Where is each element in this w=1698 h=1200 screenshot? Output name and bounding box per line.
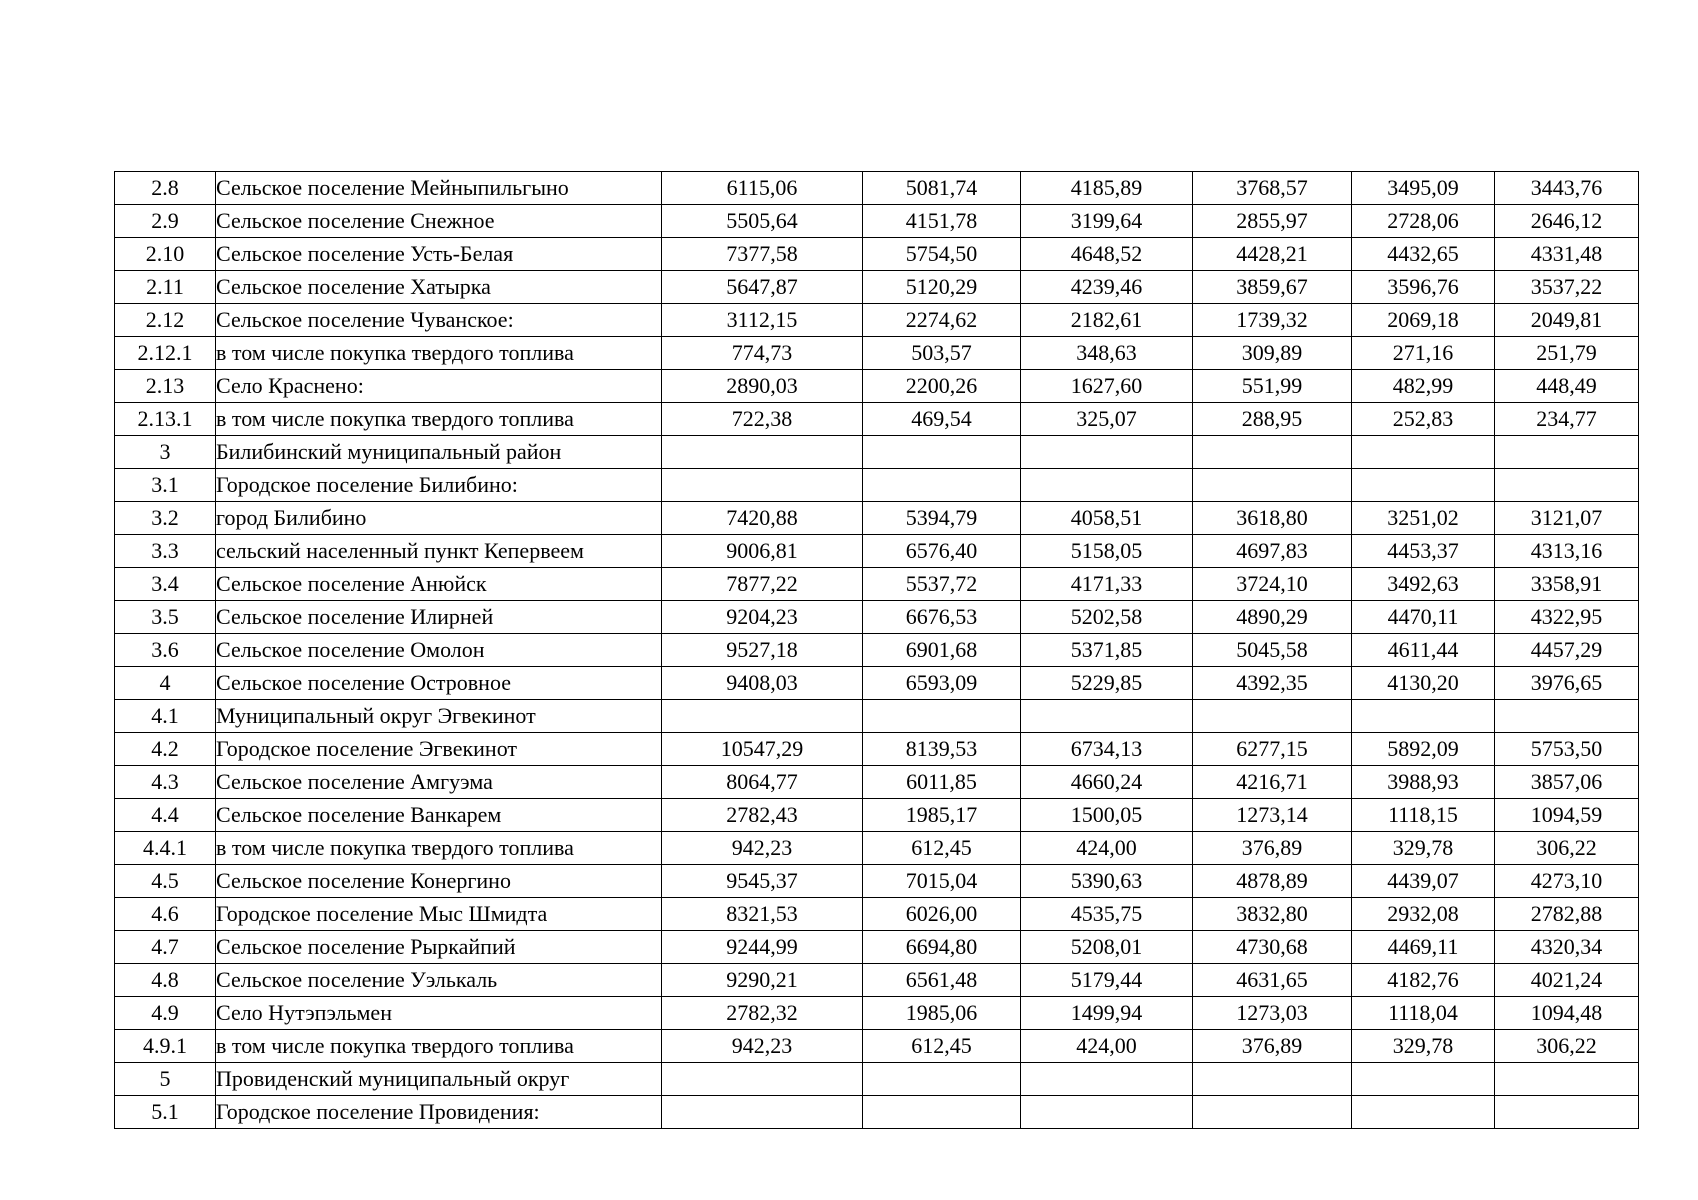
- row-number-cell: 5: [115, 1063, 216, 1096]
- value-cell-6: 306,22: [1495, 1030, 1639, 1063]
- value-cell-5: 4130,20: [1352, 667, 1495, 700]
- settlement-name-cell: Сельское поселение Конергино: [216, 865, 662, 898]
- row-number-cell: 2.12: [115, 304, 216, 337]
- value-cell-4: 4730,68: [1193, 931, 1352, 964]
- value-cell-6: 4021,24: [1495, 964, 1639, 997]
- value-cell-2: [863, 436, 1021, 469]
- value-cell-3: 3199,64: [1021, 205, 1193, 238]
- settlement-name-cell: Сельское поселение Рыркайпий: [216, 931, 662, 964]
- value-cell-2: 8139,53: [863, 733, 1021, 766]
- row-number-cell: 3.2: [115, 502, 216, 535]
- value-cell-3: 4535,75: [1021, 898, 1193, 931]
- row-number-cell: 2.13.1: [115, 403, 216, 436]
- settlement-name-cell: Сельское поселение Чуванское:: [216, 304, 662, 337]
- table-row: [115, 700, 1639, 733]
- table-row: [115, 634, 1639, 667]
- table-row: [115, 964, 1639, 997]
- row-number-cell: 2.13: [115, 370, 216, 403]
- settlement-name-cell: Провиденский муниципальный округ: [216, 1063, 662, 1096]
- row-number-cell: 3: [115, 436, 216, 469]
- value-cell-2: 612,45: [863, 832, 1021, 865]
- value-cell-3: 4185,89: [1021, 172, 1193, 205]
- settlement-name-cell: Городское поселение Провидения:: [216, 1096, 662, 1129]
- value-cell-2: 5120,29: [863, 271, 1021, 304]
- value-cell-3: 5158,05: [1021, 535, 1193, 568]
- value-cell-3: 325,07: [1021, 403, 1193, 436]
- value-cell-2: [863, 1096, 1021, 1129]
- value-cell-4: 376,89: [1193, 832, 1352, 865]
- settlement-name-cell: Сельское поселение Илирней: [216, 601, 662, 634]
- value-cell-5: 4182,76: [1352, 964, 1495, 997]
- value-cell-2: [863, 469, 1021, 502]
- row-number-cell: 2.8: [115, 172, 216, 205]
- value-cell-5: [1352, 1063, 1495, 1096]
- value-cell-2: 6694,80: [863, 931, 1021, 964]
- value-cell-5: 3492,63: [1352, 568, 1495, 601]
- value-cell-5: 329,78: [1352, 832, 1495, 865]
- table-row: [115, 271, 1639, 304]
- value-cell-1: 6115,06: [662, 172, 863, 205]
- value-cell-5: 4453,37: [1352, 535, 1495, 568]
- value-cell-6: 2782,88: [1495, 898, 1639, 931]
- table-row: [115, 238, 1639, 271]
- value-cell-5: 2932,08: [1352, 898, 1495, 931]
- value-cell-4: [1193, 469, 1352, 502]
- row-number-cell: 4: [115, 667, 216, 700]
- value-cell-1: 5505,64: [662, 205, 863, 238]
- value-cell-4: 1273,03: [1193, 997, 1352, 1030]
- row-number-cell: 3.1: [115, 469, 216, 502]
- value-cell-2: 6561,48: [863, 964, 1021, 997]
- value-cell-2: 6576,40: [863, 535, 1021, 568]
- value-cell-1: 2782,32: [662, 997, 863, 1030]
- value-cell-1: 7877,22: [662, 568, 863, 601]
- value-cell-6: [1495, 436, 1639, 469]
- table-row: [115, 667, 1639, 700]
- value-cell-2: 5537,72: [863, 568, 1021, 601]
- value-cell-1: 942,23: [662, 1030, 863, 1063]
- settlement-name-cell: в том числе покупка твердого топлива: [216, 1030, 662, 1063]
- value-cell-6: 3537,22: [1495, 271, 1639, 304]
- value-cell-5: 2728,06: [1352, 205, 1495, 238]
- value-cell-1: 10547,29: [662, 733, 863, 766]
- value-cell-4: [1193, 700, 1352, 733]
- value-cell-5: 4470,11: [1352, 601, 1495, 634]
- value-cell-1: 8064,77: [662, 766, 863, 799]
- value-cell-6: [1495, 469, 1639, 502]
- value-cell-2: [863, 700, 1021, 733]
- value-cell-6: 306,22: [1495, 832, 1639, 865]
- value-cell-6: 251,79: [1495, 337, 1639, 370]
- table-row: [115, 799, 1639, 832]
- value-cell-4: 6277,15: [1193, 733, 1352, 766]
- row-number-cell: 4.4: [115, 799, 216, 832]
- value-cell-4: 1739,32: [1193, 304, 1352, 337]
- table-row: [115, 931, 1639, 964]
- row-number-cell: 2.10: [115, 238, 216, 271]
- value-cell-5: 3596,76: [1352, 271, 1495, 304]
- value-cell-3: 5202,58: [1021, 601, 1193, 634]
- value-cell-4: 3768,57: [1193, 172, 1352, 205]
- value-cell-5: 2069,18: [1352, 304, 1495, 337]
- settlement-name-cell: Сельское поселение Ванкарем: [216, 799, 662, 832]
- value-cell-6: 2646,12: [1495, 205, 1639, 238]
- tariff-table: [114, 171, 1639, 1129]
- value-cell-5: 1118,04: [1352, 997, 1495, 1030]
- value-cell-3: [1021, 469, 1193, 502]
- settlement-name-cell: Билибинский муниципальный район: [216, 436, 662, 469]
- value-cell-2: 6901,68: [863, 634, 1021, 667]
- table-row: [115, 733, 1639, 766]
- settlement-name-cell: Сельское поселение Анюйск: [216, 568, 662, 601]
- value-cell-4: [1193, 1096, 1352, 1129]
- value-cell-4: 309,89: [1193, 337, 1352, 370]
- settlement-name-cell: Городское поселение Эгвекинот: [216, 733, 662, 766]
- table-row: [115, 1096, 1639, 1129]
- value-cell-1: 9204,23: [662, 601, 863, 634]
- value-cell-1: 9244,99: [662, 931, 863, 964]
- value-cell-3: 5390,63: [1021, 865, 1193, 898]
- value-cell-6: 3857,06: [1495, 766, 1639, 799]
- row-number-cell: 2.9: [115, 205, 216, 238]
- row-number-cell: 3.3: [115, 535, 216, 568]
- table-row: [115, 502, 1639, 535]
- settlement-name-cell: Сельское поселение Уэлькаль: [216, 964, 662, 997]
- value-cell-6: 4313,16: [1495, 535, 1639, 568]
- value-cell-6: 3976,65: [1495, 667, 1639, 700]
- settlement-name-cell: Село Краснено:: [216, 370, 662, 403]
- value-cell-4: [1193, 1063, 1352, 1096]
- value-cell-1: 7420,88: [662, 502, 863, 535]
- value-cell-1: 9408,03: [662, 667, 863, 700]
- value-cell-6: 3358,91: [1495, 568, 1639, 601]
- value-cell-3: 4648,52: [1021, 238, 1193, 271]
- value-cell-3: 2182,61: [1021, 304, 1193, 337]
- value-cell-2: 6593,09: [863, 667, 1021, 700]
- value-cell-5: 3495,09: [1352, 172, 1495, 205]
- value-cell-5: 271,16: [1352, 337, 1495, 370]
- settlement-name-cell: Сельское поселение Мейныпильгыно: [216, 172, 662, 205]
- value-cell-4: 4697,83: [1193, 535, 1352, 568]
- value-cell-1: [662, 700, 863, 733]
- value-cell-2: 4151,78: [863, 205, 1021, 238]
- row-number-cell: 4.4.1: [115, 832, 216, 865]
- settlement-name-cell: в том числе покупка твердого топлива: [216, 832, 662, 865]
- value-cell-3: 4239,46: [1021, 271, 1193, 304]
- table-row: [115, 304, 1639, 337]
- table-row: [115, 601, 1639, 634]
- value-cell-4: 1273,14: [1193, 799, 1352, 832]
- value-cell-4: 3832,80: [1193, 898, 1352, 931]
- value-cell-2: 1985,17: [863, 799, 1021, 832]
- value-cell-6: [1495, 1063, 1639, 1096]
- value-cell-6: 2049,81: [1495, 304, 1639, 337]
- value-cell-6: 448,49: [1495, 370, 1639, 403]
- value-cell-6: 1094,59: [1495, 799, 1639, 832]
- value-cell-2: 469,54: [863, 403, 1021, 436]
- value-cell-4: 376,89: [1193, 1030, 1352, 1063]
- settlement-name-cell: Городское поселение Мыс Шмидта: [216, 898, 662, 931]
- row-number-cell: 4.5: [115, 865, 216, 898]
- row-number-cell: 4.7: [115, 931, 216, 964]
- value-cell-4: 3859,67: [1193, 271, 1352, 304]
- value-cell-6: 4320,34: [1495, 931, 1639, 964]
- table-row: [115, 1030, 1639, 1063]
- value-cell-6: 4457,29: [1495, 634, 1639, 667]
- value-cell-4: 4890,29: [1193, 601, 1352, 634]
- value-cell-6: 3121,07: [1495, 502, 1639, 535]
- settlement-name-cell: в том числе покупка твердого топлива: [216, 337, 662, 370]
- value-cell-3: 5229,85: [1021, 667, 1193, 700]
- value-cell-5: 3988,93: [1352, 766, 1495, 799]
- value-cell-3: 1627,60: [1021, 370, 1193, 403]
- value-cell-5: 482,99: [1352, 370, 1495, 403]
- value-cell-1: 722,38: [662, 403, 863, 436]
- value-cell-5: [1352, 700, 1495, 733]
- value-cell-4: 3724,10: [1193, 568, 1352, 601]
- row-number-cell: 4.8: [115, 964, 216, 997]
- value-cell-1: [662, 436, 863, 469]
- value-cell-3: 424,00: [1021, 832, 1193, 865]
- table-row: [115, 403, 1639, 436]
- value-cell-6: 5753,50: [1495, 733, 1639, 766]
- value-cell-1: 3112,15: [662, 304, 863, 337]
- value-cell-5: 4469,11: [1352, 931, 1495, 964]
- value-cell-4: 2855,97: [1193, 205, 1352, 238]
- value-cell-2: 6676,53: [863, 601, 1021, 634]
- value-cell-6: [1495, 700, 1639, 733]
- value-cell-3: 1500,05: [1021, 799, 1193, 832]
- value-cell-2: 612,45: [863, 1030, 1021, 1063]
- table-row: [115, 436, 1639, 469]
- value-cell-1: 9290,21: [662, 964, 863, 997]
- value-cell-3: 6734,13: [1021, 733, 1193, 766]
- row-number-cell: 3.6: [115, 634, 216, 667]
- settlement-name-cell: Сельское поселение Усть-Белая: [216, 238, 662, 271]
- value-cell-3: 424,00: [1021, 1030, 1193, 1063]
- value-cell-5: [1352, 469, 1495, 502]
- value-cell-5: 252,83: [1352, 403, 1495, 436]
- value-cell-1: [662, 469, 863, 502]
- table-row: [115, 205, 1639, 238]
- row-number-cell: 2.12.1: [115, 337, 216, 370]
- value-cell-1: 9006,81: [662, 535, 863, 568]
- value-cell-6: 1094,48: [1495, 997, 1639, 1030]
- value-cell-2: [863, 1063, 1021, 1096]
- value-cell-5: 1118,15: [1352, 799, 1495, 832]
- row-number-cell: 2.11: [115, 271, 216, 304]
- row-number-cell: 5.1: [115, 1096, 216, 1129]
- value-cell-2: 5081,74: [863, 172, 1021, 205]
- value-cell-2: 7015,04: [863, 865, 1021, 898]
- settlement-name-cell: в том числе покупка твердого топлива: [216, 403, 662, 436]
- table-row: [115, 766, 1639, 799]
- value-cell-2: 6011,85: [863, 766, 1021, 799]
- value-cell-1: [662, 1063, 863, 1096]
- value-cell-5: 3251,02: [1352, 502, 1495, 535]
- value-cell-1: [662, 1096, 863, 1129]
- value-cell-4: 551,99: [1193, 370, 1352, 403]
- value-cell-5: 4611,44: [1352, 634, 1495, 667]
- settlement-name-cell: Муниципальный округ Эгвекинот: [216, 700, 662, 733]
- table-row: [115, 337, 1639, 370]
- value-cell-1: 9527,18: [662, 634, 863, 667]
- value-cell-2: 2200,26: [863, 370, 1021, 403]
- value-cell-5: [1352, 1096, 1495, 1129]
- settlement-name-cell: Сельское поселение Амгуэма: [216, 766, 662, 799]
- row-number-cell: 3.4: [115, 568, 216, 601]
- value-cell-3: 4660,24: [1021, 766, 1193, 799]
- value-cell-4: 4878,89: [1193, 865, 1352, 898]
- table-row: [115, 370, 1639, 403]
- settlement-name-cell: сельский населенный пункт Кепервеем: [216, 535, 662, 568]
- value-cell-4: 288,95: [1193, 403, 1352, 436]
- value-cell-5: 4432,65: [1352, 238, 1495, 271]
- settlement-name-cell: Сельское поселение Островное: [216, 667, 662, 700]
- value-cell-3: 1499,94: [1021, 997, 1193, 1030]
- table-body: [115, 172, 1639, 1129]
- value-cell-2: 5394,79: [863, 502, 1021, 535]
- settlement-name-cell: Городское поселение Билибино:: [216, 469, 662, 502]
- value-cell-3: 5208,01: [1021, 931, 1193, 964]
- value-cell-3: [1021, 1096, 1193, 1129]
- value-cell-4: 3618,80: [1193, 502, 1352, 535]
- value-cell-1: 7377,58: [662, 238, 863, 271]
- value-cell-6: 4273,10: [1495, 865, 1639, 898]
- value-cell-2: 503,57: [863, 337, 1021, 370]
- value-cell-6: 4322,95: [1495, 601, 1639, 634]
- value-cell-6: [1495, 1096, 1639, 1129]
- value-cell-3: [1021, 700, 1193, 733]
- value-cell-6: 4331,48: [1495, 238, 1639, 271]
- value-cell-4: 5045,58: [1193, 634, 1352, 667]
- value-cell-5: 4439,07: [1352, 865, 1495, 898]
- settlement-name-cell: Сельское поселение Омолон: [216, 634, 662, 667]
- value-cell-5: 329,78: [1352, 1030, 1495, 1063]
- row-number-cell: 4.9: [115, 997, 216, 1030]
- settlement-name-cell: Сельское поселение Снежное: [216, 205, 662, 238]
- value-cell-2: 5754,50: [863, 238, 1021, 271]
- value-cell-5: 5892,09: [1352, 733, 1495, 766]
- value-cell-4: [1193, 436, 1352, 469]
- value-cell-3: 4171,33: [1021, 568, 1193, 601]
- value-cell-3: 5179,44: [1021, 964, 1193, 997]
- value-cell-5: [1352, 436, 1495, 469]
- value-cell-3: 4058,51: [1021, 502, 1193, 535]
- table-row: [115, 997, 1639, 1030]
- value-cell-4: 4631,65: [1193, 964, 1352, 997]
- table-row: [115, 832, 1639, 865]
- value-cell-2: 2274,62: [863, 304, 1021, 337]
- value-cell-4: 4428,21: [1193, 238, 1352, 271]
- row-number-cell: 4.9.1: [115, 1030, 216, 1063]
- row-number-cell: 3.5: [115, 601, 216, 634]
- settlement-name-cell: Сельское поселение Хатырка: [216, 271, 662, 304]
- value-cell-6: 3443,76: [1495, 172, 1639, 205]
- value-cell-3: 5371,85: [1021, 634, 1193, 667]
- value-cell-1: 942,23: [662, 832, 863, 865]
- table-row: [115, 568, 1639, 601]
- settlement-name-cell: Село Нутэпэльмен: [216, 997, 662, 1030]
- table-row: [115, 898, 1639, 931]
- value-cell-4: 4392,35: [1193, 667, 1352, 700]
- value-cell-2: 6026,00: [863, 898, 1021, 931]
- table-row: [115, 172, 1639, 205]
- row-number-cell: 4.1: [115, 700, 216, 733]
- value-cell-3: [1021, 1063, 1193, 1096]
- value-cell-1: 2782,43: [662, 799, 863, 832]
- value-cell-1: 5647,87: [662, 271, 863, 304]
- table-row: [115, 865, 1639, 898]
- row-number-cell: 4.3: [115, 766, 216, 799]
- value-cell-6: 234,77: [1495, 403, 1639, 436]
- table-row: [115, 469, 1639, 502]
- table-row: [115, 1063, 1639, 1096]
- value-cell-1: 2890,03: [662, 370, 863, 403]
- value-cell-2: 1985,06: [863, 997, 1021, 1030]
- value-cell-4: 4216,71: [1193, 766, 1352, 799]
- settlement-name-cell: город Билибино: [216, 502, 662, 535]
- value-cell-1: 774,73: [662, 337, 863, 370]
- row-number-cell: 4.6: [115, 898, 216, 931]
- table-row: [115, 535, 1639, 568]
- value-cell-3: [1021, 436, 1193, 469]
- row-number-cell: 4.2: [115, 733, 216, 766]
- value-cell-1: 8321,53: [662, 898, 863, 931]
- value-cell-1: 9545,37: [662, 865, 863, 898]
- value-cell-3: 348,63: [1021, 337, 1193, 370]
